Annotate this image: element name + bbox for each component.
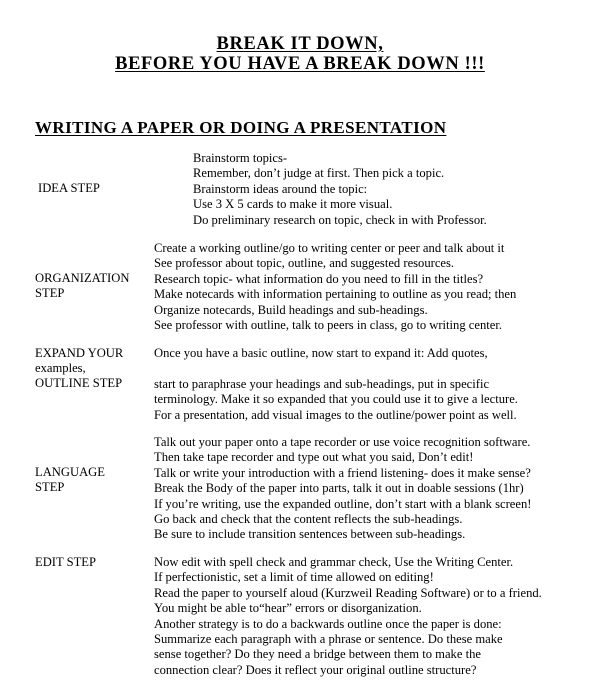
body-line: Then take tape recorder and type out what you said, Don’t edit! (154, 450, 474, 465)
body-line: Go back and check that the content reflects the sub-headings. (154, 511, 463, 526)
body-line: Another strategy is to do a backwards outline once the paper is done: (154, 616, 502, 631)
step-label-line: examples, (35, 361, 86, 375)
body-line: Read the paper to yourself aloud (Kurzweil Reading Software) or to a friend. (154, 585, 542, 600)
step-label-line: EDIT STEP (35, 555, 96, 569)
step-label-idea (38, 181, 100, 196)
step-label-line: ORGANIZATION (35, 271, 130, 285)
step-label-line: IDEA STEP (38, 181, 100, 195)
step-label-language (35, 465, 105, 495)
body-line: Be sure to include transition sentences between sub-headings. (154, 527, 466, 542)
body-line: Organize notecards, Build headings and sub-headings. (154, 302, 428, 317)
step-body-language (154, 435, 531, 543)
body-line: Use 3 X 5 cards to make it more visual. (193, 197, 393, 212)
document-title-line-1: BREAK IT DOWN, (216, 34, 384, 54)
body-line: See professor with outline, talk to peers in class, go to writing center. (154, 317, 503, 332)
step-body-expand (154, 346, 518, 423)
step-label-organization (35, 271, 129, 301)
body-line: Talk out your paper onto a tape recorder or use voice recognition software. (154, 435, 531, 449)
body-line: Brainstorm topics- (193, 151, 288, 165)
body-line: connection clear? Does it reflect your original outline structure? (154, 662, 477, 677)
body-line: If perfectionistic, set a limit of time allowed on editing! (154, 570, 434, 585)
body-line: terminology. Make it so expanded that you could use it to give a lecture. (154, 392, 518, 407)
step-body-idea (193, 151, 487, 228)
step-body-organization (154, 241, 516, 333)
step-label-expand (35, 346, 123, 391)
document-subtitle: WRITING A PAPER OR DOING A PRESENTATION (35, 118, 447, 137)
body-line: Create a working outline/go to writing center or peer and talk about it (154, 241, 505, 255)
body-line: Do preliminary research on topic, check in with Professor. (193, 212, 487, 227)
body-line: Make notecards with information pertaining to outline as you read; then (154, 287, 517, 302)
document-title-line-2: BEFORE YOU HAVE A BREAK DOWN !!! (115, 54, 485, 74)
step-label-line: OUTLINE STEP (35, 376, 123, 390)
body-line: Now edit with spell check and grammar check, Use the Writing Center. (154, 555, 514, 569)
body-line: Remember, don’t judge at first. Then pick a topic. (193, 166, 445, 181)
body-line: sense together? Do they need a bridge between them to make the (154, 647, 481, 662)
body-line: start to paraphrase your headings and sub-headings, put in specific (154, 376, 490, 391)
step-body-edit (154, 555, 542, 678)
step-label-line: LANGUAGE (35, 465, 105, 479)
step-label-line: STEP (35, 480, 65, 494)
body-line: Once you have a basic outline, now start to expand it: Add quotes, (154, 346, 488, 360)
body-line: If you’re writing, use the expanded outline, don’t start with a blank screen! (154, 496, 532, 511)
step-label-edit (35, 555, 96, 570)
body-line: Brainstorm ideas around the topic: (193, 181, 368, 196)
body-line: Break the Body of the paper into parts, talk it out in doable sessions (1hr) (154, 481, 524, 496)
body-line: See professor about topic, outline, and suggested resources. (154, 256, 455, 271)
body-line: Summarize each paragraph with a phrase or sentence. Do these make (154, 631, 503, 646)
body-line: You might be able to“hear” errors or disorganization. (154, 601, 422, 616)
body-line: Talk or write your introduction with a friend listening- does it make sense? (154, 465, 531, 480)
step-label-line: EXPAND YOUR (35, 346, 124, 360)
body-line (154, 361, 518, 376)
step-label-line: STEP (35, 286, 65, 300)
body-line: For a presentation, add visual images to the outline/power point as well. (154, 407, 517, 422)
body-line: Research topic- what information do you need to fill in the titles? (154, 271, 484, 286)
